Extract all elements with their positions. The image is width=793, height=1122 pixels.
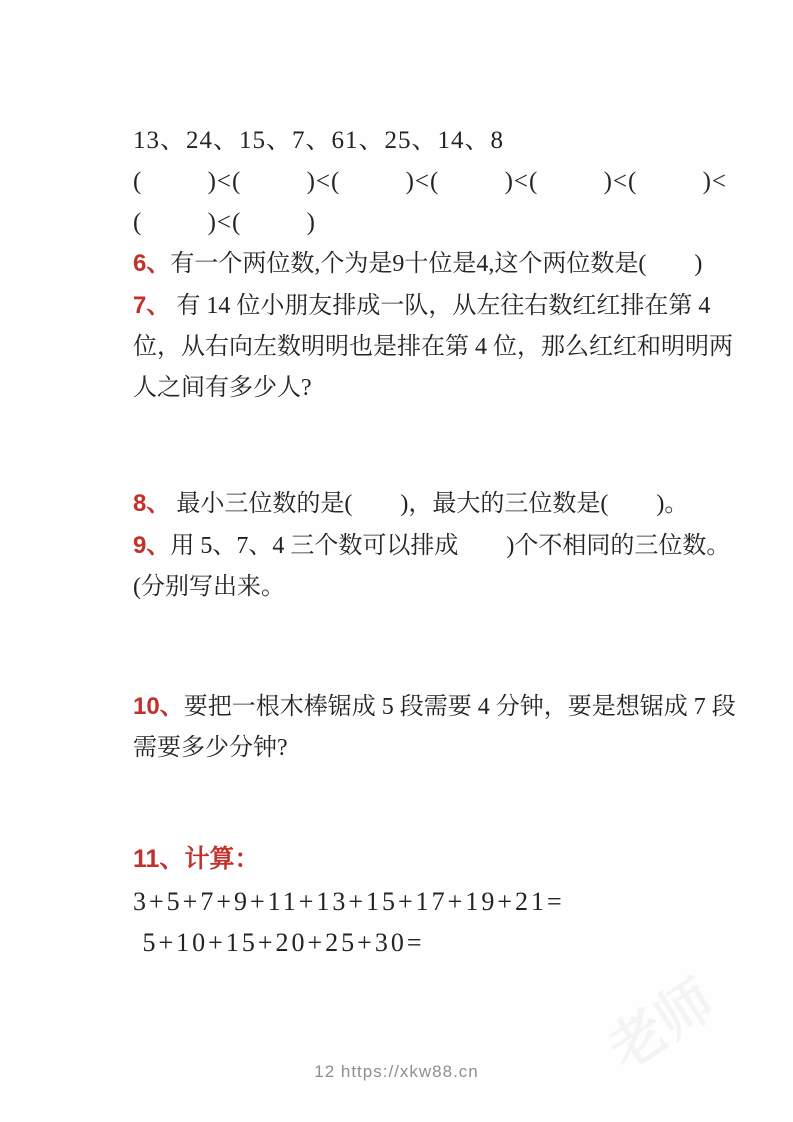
teacher-watermark: 老师: [596, 967, 725, 1082]
calculation-line-1: 3+5+7+9+11+13+15+17+19+21=: [133, 887, 565, 916]
question-10-line-1: [133, 686, 743, 728]
question-9-number: 9、: [133, 532, 171, 559]
question-7-line-2: 位，从右向左数明明也是排在第 4 位，那么红红和明明两: [133, 334, 733, 360]
question-8-text: 最小三位数的是( )，最大的三位数是( )。: [170, 491, 689, 517]
worksheet-content: [133, 120, 743, 963]
question-8: [133, 483, 743, 525]
question-7-line-1: [133, 285, 743, 327]
blank-answer-space-3: [133, 769, 743, 839]
question-6: [133, 243, 743, 285]
blank-answer-space-2: [133, 608, 743, 686]
question-9-line-1: [133, 525, 743, 567]
question-9-line-2: (分别写出来。: [133, 574, 285, 600]
question-11-number: 11、: [133, 845, 185, 873]
question-6-text: 有一个两位数,个为是9十位是4,这个两位数是( ): [170, 251, 703, 277]
question-10-text-1: 要把一根木棒锯成 5 段需要 4 分钟，要是想锯成 7 段: [183, 694, 736, 720]
question-11-label: 计算：: [184, 845, 260, 873]
question-7-line-3: 人之间有多少人?: [133, 375, 312, 401]
ordering-blanks-line-1: ( )<( )<( )<( )<( )<( )<: [133, 168, 727, 195]
question-10-number: 10、: [133, 693, 184, 720]
question-11-heading: [133, 839, 743, 881]
question-7-number: 7、: [133, 292, 171, 319]
calculation-line-2: 5+10+15+20+25+30=: [133, 928, 425, 957]
question-10-line-2: 需要多少分钟?: [133, 735, 288, 761]
page-footer: 12 https://xkw88.cn: [314, 1062, 479, 1081]
ordering-blanks-line-2: ( )<( ): [133, 209, 316, 236]
question-9-text-1: 用 5、7、4 三个数可以排成 )个不相同的三位数。: [170, 533, 731, 559]
blank-answer-space-1: [133, 409, 743, 483]
question-8-number: 8、: [133, 490, 171, 517]
question-7-text-1: 有 14 位小朋友排成一队，从左往右数红红排在第 4: [170, 293, 711, 319]
number-sequence-line: 13、24、15、7、61、25、14、8: [133, 127, 505, 154]
question-6-number: 6、: [133, 250, 171, 277]
